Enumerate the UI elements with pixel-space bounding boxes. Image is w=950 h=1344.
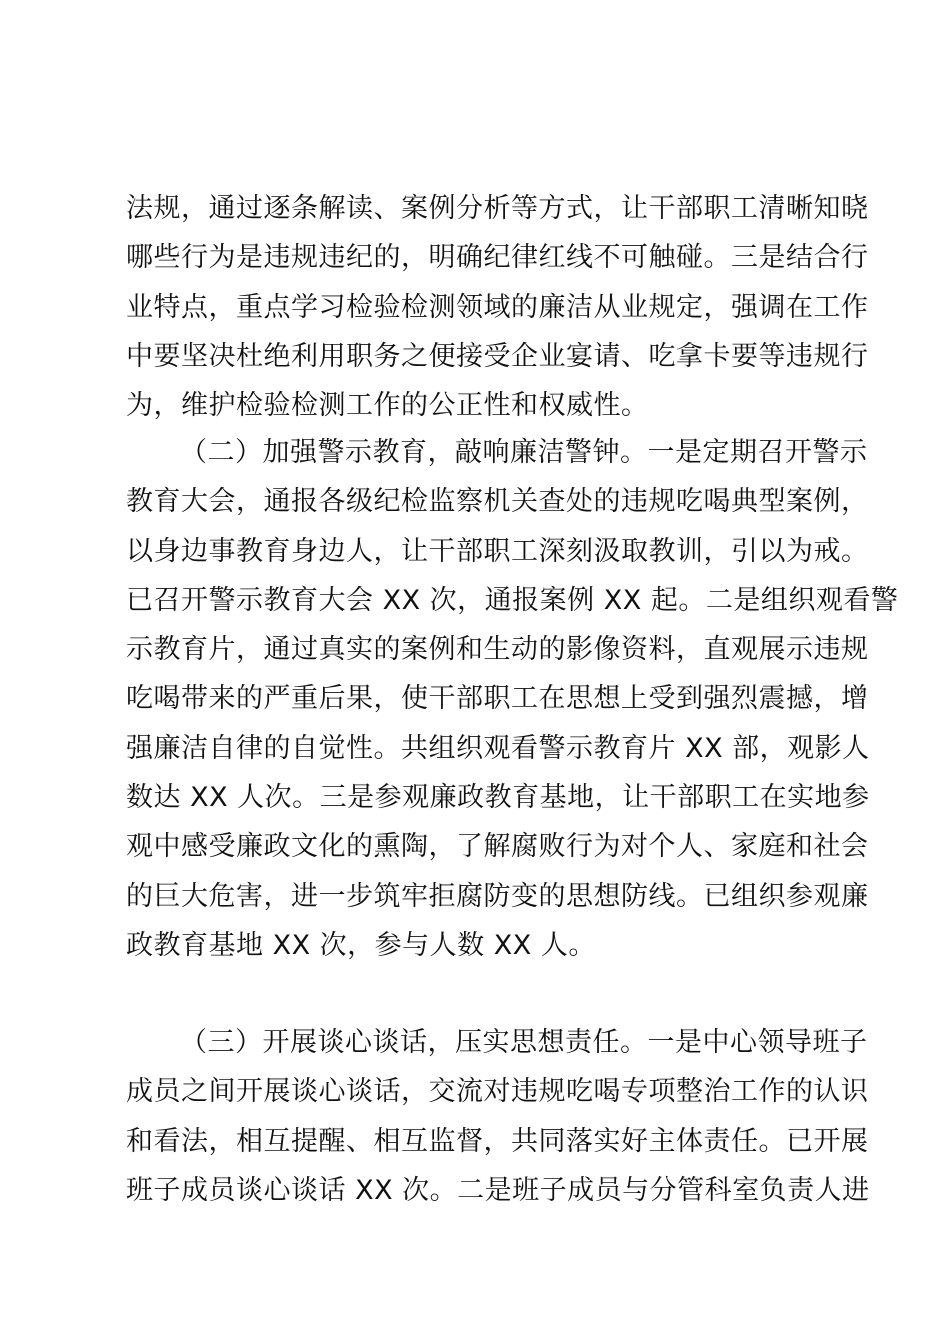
text-line: 成员之间开展谈心谈话，交流对违规吃喝专项整治工作的认识 <box>126 1076 869 1108</box>
text-line: 教育大会，通报各级纪检监察机关查处的违规吃喝典型案例， <box>126 486 869 518</box>
text-line: 业特点，重点学习检验检测领域的廉洁从业规定，强调在工作 <box>126 291 869 323</box>
text-line: 吃喝带来的严重后果，使干部职工在思想上受到强烈震撼，增 <box>126 683 869 715</box>
text-line: 为，维护检验检测工作的公正性和权威性。 <box>126 390 649 422</box>
text-line: 法规，通过逐条解读、案例分析等方式，让干部职工清晰知晓 <box>126 193 869 224</box>
text-line: 以身边事教育身边人，让干部职工深刻汲取教训，引以为戒。 <box>126 535 869 567</box>
paragraph-continuation <box>126 184 869 430</box>
text-line: 数达 XX 人次。三是参观廉政教育基地，让干部职工在实地参 <box>126 782 870 814</box>
section-heading-line: （三）开展谈心谈话，压实思想责任。一是中心领导班子 <box>180 1027 868 1058</box>
paragraph-warning-education <box>126 428 899 970</box>
text-line: 示教育片，通过真实的案例和生动的影像资料，直观展示违规 <box>126 634 869 666</box>
text-line: 已召开警示教育大会 XX 次，通报案例 XX 起。二是组织观看警 <box>126 584 899 616</box>
text-line: 班子成员谈心谈话 XX 次。二是班子成员与分管科室负责人进 <box>126 1174 870 1206</box>
text-line: 强廉洁自律的自觉性。共组织观看警示教育片 XX 部，观影人 <box>126 732 870 764</box>
section-heading-line: （二）加强警示教育，敲响廉洁警钟。一是定期召开警示 <box>180 437 868 468</box>
text-line: 的巨大危害，进一步筑牢拒腐防变的思想防线。已组织参观廉 <box>126 880 869 912</box>
text-line: 中要坚决杜绝利用职务之便接受企业宴请、吃拿卡要等违规行 <box>126 340 869 372</box>
text-line: 观中感受廉政文化的熏陶，了解腐败行为对个人、家庭和社会 <box>126 831 869 863</box>
paragraph-heart-to-heart-talks <box>126 1018 870 1215</box>
text-line: 政教育基地 XX 次，参与人数 XX 人。 <box>126 929 596 961</box>
text-line: 和看法，相互提醒、相互监督，共同落实好主体责任。已开展 <box>126 1125 869 1157</box>
text-line: 哪些行为是违规违纪的，明确纪律红线不可触碰。三是结合行 <box>126 242 869 274</box>
